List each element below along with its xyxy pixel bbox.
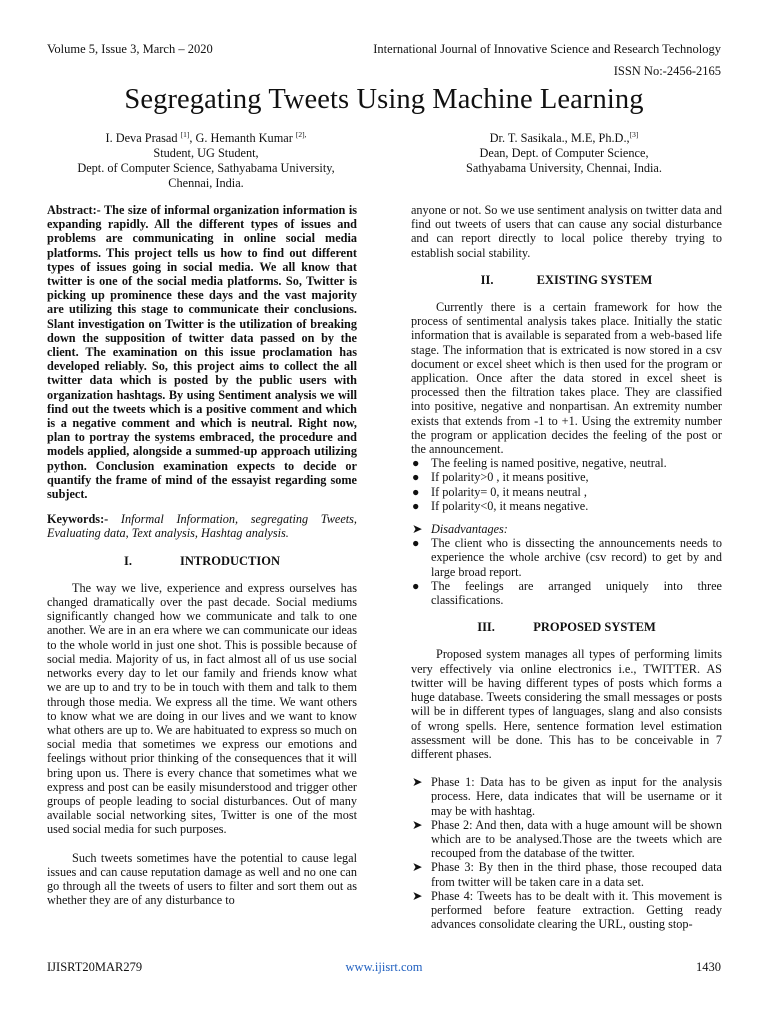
volume-info: Volume 5, Issue 3, March – 2020 (47, 42, 213, 56)
authors-left (47, 131, 365, 191)
page-number: 1430 (696, 960, 721, 974)
bullet-dot-icon: ● (412, 578, 420, 593)
list-item-text: Phase 2: And then, data with a huge amount will be shown which are to be analysed.Those are the tweets which are recouped from the database of the twitter. (431, 817, 722, 861)
list-item-text: Phase 4: Tweets has to be dealt with it. This movement is performed before feature extraction. Getting ready advances consolidate clearing the URL, ousting stop- (431, 888, 722, 932)
abstract-label: Abstract:- (47, 203, 101, 217)
list-item (411, 775, 722, 818)
right-column (411, 203, 722, 931)
list-item (411, 818, 722, 861)
paper-title: Segregating Tweets Using Machine Learning (124, 84, 644, 115)
list-item (411, 536, 722, 579)
authors-right (406, 131, 722, 176)
paper-id: IJISRT20MAR279 (47, 960, 143, 974)
list-item (411, 499, 722, 513)
arrow-icon: ➤ (412, 522, 423, 537)
phases-list (411, 775, 722, 931)
left-column (47, 203, 357, 907)
abstract (47, 203, 357, 501)
abstract-text: The size of informal organization information is expanding rapidly. All the different types of issues and problems are communicating in online social media platforms. This project tells us how to find out different types of issues going in social media. We all know that twitter is one of the social media platforms. So, Twitter is picking up prominence these days and the vast majority are utilizing this stage to communicate their conclusions. Slant investigation on Twitter is the utilization of breaking down the supposition of twitter data passed on by the client. The examination on this issue proclamation has developed reliably. So, this project aims to collect the all twitter data which is posted by the public users with organization hashtags. By using Sentiment analysis we will find out the tweets which is a positive comment and which is a negative comment and which is neutral. Right now, plan to portray the systems embraced, the procedure and models applied, alongside a summed-up approach utilizing python. Conclusion examination expects to decide or quantify the frame of mind of the essayist regarding some subject. (47, 203, 357, 502)
intro-paragraph-3: anyone or not. So we use sentiment analysis on twitter data and find out tweets of users that can cause any social disturbance and can report directly to local police thereby trying to establish social stability. (411, 203, 722, 260)
author-sup-2: [2], (295, 129, 307, 139)
author-names-line (47, 131, 365, 146)
author-name-3-line (406, 131, 722, 146)
arrow-icon: ➤ (412, 817, 423, 832)
existing-paragraph-1: Currently there is a certain framework for how the process of sentimental analysis takes place. Initially the static information that is available is separated from a web-based life stage. The information that is extricated is now stored in a csv document or excel sheet which is then used for the program or application. Once after the data stored in excel sheet is processed then the filtration takes place. They are classified into positive, negative and nonpartisan. An extremity number exists that extends from -1 to +1. Using the extremity number the program or application decides the feeling of the post or the announcement. (411, 300, 722, 457)
author-sup-3: [3] (629, 129, 639, 139)
list-item (411, 470, 722, 484)
list-item (411, 485, 722, 499)
list-item (411, 860, 722, 888)
list-item-text: If polarity>0 , it means positive, (431, 470, 589, 485)
polarity-list (411, 456, 722, 513)
arrow-icon: ➤ (412, 888, 423, 903)
section-heading-existing-system (411, 273, 722, 287)
author-location: Chennai, India. (168, 176, 244, 190)
list-item-text: The feelings are arranged uniquely into three classifications. (431, 578, 722, 608)
section-number: II. (480, 272, 494, 287)
list-item-text: Phase 1: Data has to be given as input for the analysis process. Here, data indicates that will be username or it may be with hashtag. (431, 775, 722, 818)
author-name-3: Dr. T. Sasikala., M.E, Ph.D., (489, 131, 630, 145)
author-name-2: , G. Hemanth Kumar (189, 131, 296, 145)
keywords (47, 512, 357, 540)
author-name-1: I. Deva Prasad (105, 131, 181, 145)
section-number: I. (123, 553, 132, 568)
paragraph-gap (411, 761, 722, 775)
list-item-text: If polarity<0, it means negative. (431, 498, 589, 513)
proposed-paragraph-1: Proposed system manages all types of performing limits very effectively via online electronics i.e., TWITTER. AS twitter will be having different types of posts which forms a huge database. Tweets considering the small messages or posts will be in different types of languages, slang and also consists of wrong spells. Here, sentence formation level estimation assessment will be done. This has to be conceivable in 7 different phases. (411, 647, 722, 761)
journal-website-text[interactable]: www.ijisrt.com (345, 960, 423, 974)
bullet-dot-icon: ● (412, 456, 420, 471)
keywords-label: Keywords:- (47, 512, 109, 527)
author-role: Student, UG Student, (153, 146, 259, 160)
section-heading-introduction (47, 554, 357, 568)
arrow-icon: ➤ (412, 775, 423, 790)
list-item (411, 579, 722, 607)
section-number: III. (477, 620, 495, 635)
list-item-text: The client who is dissecting the announcements needs to experience the whole archive (csv record) to get by and large broad report. (431, 536, 722, 579)
disadvantages-label: Disadvantages: (431, 522, 508, 537)
section-heading-proposed-system (411, 620, 722, 634)
bullet-dot-icon: ● (412, 484, 420, 499)
section-title: INTRODUCTION (179, 553, 280, 568)
author-sup-1: [1] (180, 129, 190, 139)
arrow-icon: ➤ (412, 860, 423, 875)
author-affiliation: Dept. of Computer Science, Sathyabama University, (77, 161, 335, 175)
author-3-role: Dean, Dept. of Computer Science, (479, 146, 649, 160)
intro-paragraph-2: Such tweets sometimes have the potential to cause legal issues and can cause reputation damage as well and no one can go through all the tweets of users to filter and sort them out as whether they are of any disturbance to (47, 850, 357, 908)
author-3-affiliation: Sathyabama University, Chennai, India. (466, 161, 662, 175)
intro-paragraph-1: The way we live, experience and express ourselves has changed dramatically over the past decade. Social mediums significantly changed how we communicate and talk to one another. We are in an era where we can communicate our ideas to the whole world in just one shot. This is possible because of social media. Majority of us, in fact almost all of us use social networks every day to let our family and friends know what we are up to and try to be in touch with them and talk to them through those media. We express all the time. We want others to know what we are doing in our lives and we want to know what others are up to. We are habituated to express so much on social media that sometimes we express our emotions and feelings without prior thinking of the consequences that it will bring upon us. There is every chance that sometimes what we express and post can be easily misunderstood and trigger other groups of people leading to social disturbances. Out of many available social networking sites, Twitter is one of the most used social media for such purposes. (47, 580, 357, 837)
keywords-text: Informal Information, segregating Tweets, Evaluating data, Text analysis, Hashtag analysis. (47, 512, 357, 541)
list-item-text: Phase 3: By then in the third phase, those recouped data from twitter will be taken care in a data set. (431, 860, 722, 889)
list-item (411, 889, 722, 932)
bullet-dot-icon: ● (412, 536, 420, 551)
section-title: EXISTING SYSTEM (536, 272, 653, 287)
issn: ISSN No:-2456-2165 (613, 64, 721, 78)
disadvantages-heading (411, 522, 722, 536)
journal-website-link[interactable] (0, 960, 768, 975)
bullet-dot-icon: ● (412, 498, 420, 513)
journal-name: International Journal of Innovative Science and Research Technology (373, 42, 721, 56)
list-item (411, 456, 722, 470)
list-item-text: The feeling is named positive, negative, neutral. (431, 456, 667, 471)
list-item-text: If polarity= 0, it means neutral , (431, 484, 587, 499)
section-title: PROPOSED SYSTEM (533, 620, 656, 635)
paragraph-gap (47, 837, 357, 851)
disadvantages-list (411, 522, 722, 607)
bullet-dot-icon: ● (412, 470, 420, 485)
